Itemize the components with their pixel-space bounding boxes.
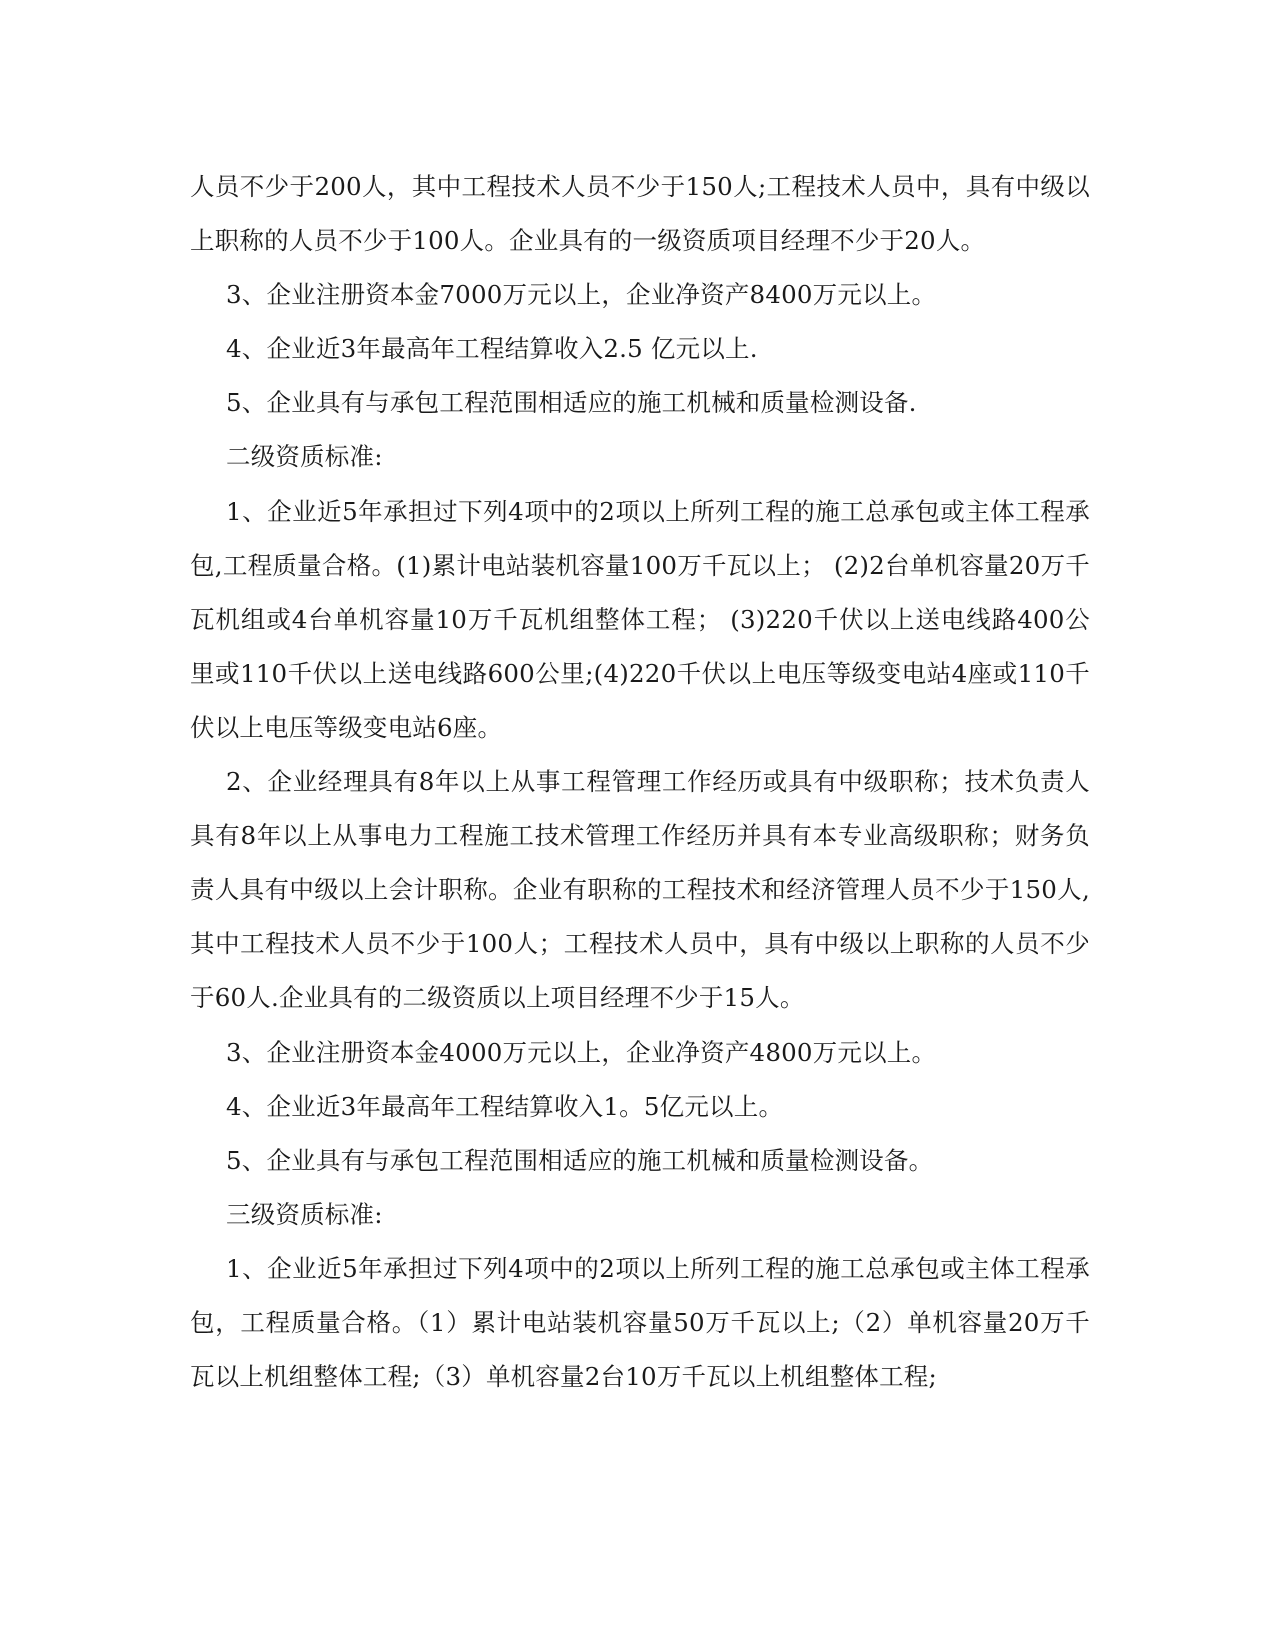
- paragraph-level2-equipment: 5、企业具有与承包工程范围相适应的施工机械和质量检测设备。: [226, 1145, 934, 1175]
- heading-level3-standard: 三级资质标准:: [226, 1199, 383, 1229]
- paragraph-level1-equipment: 5、企业具有与承包工程范围相适应的施工机械和质量检测设备.: [226, 388, 917, 418]
- heading-level2-standard: 二级资质标准:: [226, 442, 383, 472]
- paragraph-level2-capital: 3、企业注册资本金4000万元以上，企业净资产4800万元以上。: [226, 1037, 937, 1067]
- paragraph-level2-staff: 2、企业经理具有8年以上从事工程管理工作经历或具有中级职称；技术负责人具有8年以上从事电力工程施工技术管理工作经历并具有本专业高级职称；财务负责人具有中级以上会计职称。企业有职称的工程技术和经济管理人员不少于150人,其中工程技术人员不少于100人；工程技术人员中，具有中级以上职称的人员不少于60人.企业具有的二级资质以上项目经理不少于15人。: [190, 767, 1090, 1013]
- paragraph-level1-capital: 3、企业注册资本金7000万元以上，企业净资产8400万元以上。: [226, 280, 937, 310]
- paragraph-level3-projects: 1、企业近5年承担过下列4项中的2项以上所列工程的施工总承包或主体工程承包，工程质量合格。（1）累计电站装机容量50万千瓦以上;（2）单机容量20万千瓦以上机组整体工程;（3）单机容量2台10万千瓦以上机组整体工程;: [190, 1253, 1090, 1392]
- document-body: [190, 160, 1090, 1404]
- paragraph-level2-revenue: 4、企业近3年最高年工程结算收入1。5亿元以上。: [226, 1091, 784, 1121]
- paragraph-level2-projects: 1、企业近5年承担过下列4项中的2项以上所列工程的施工总承包或主体工程承包,工程质量合格。(1)累计电站装机容量100万千瓦以上； (2)2台单机容量20万千瓦机组或4台单机容量10万千瓦机组整体工程； (3)220千伏以上送电线路400公里或110千伏以上送电线路600公里;(4)220千伏以上电压等级变电站4座或110千伏以上电压等级变电站6座。: [190, 496, 1090, 742]
- paragraph-level1-revenue: 4、企业近3年最高年工程结算收入2.5 亿元以上.: [226, 334, 758, 364]
- paragraph-level1-staff: 人员不少于200人，其中工程技术人员不少于150人;工程技术人员中，具有中级以上职称的人员不少于100人。企业具有的一级资质项目经理不少于20人。: [190, 172, 1090, 256]
